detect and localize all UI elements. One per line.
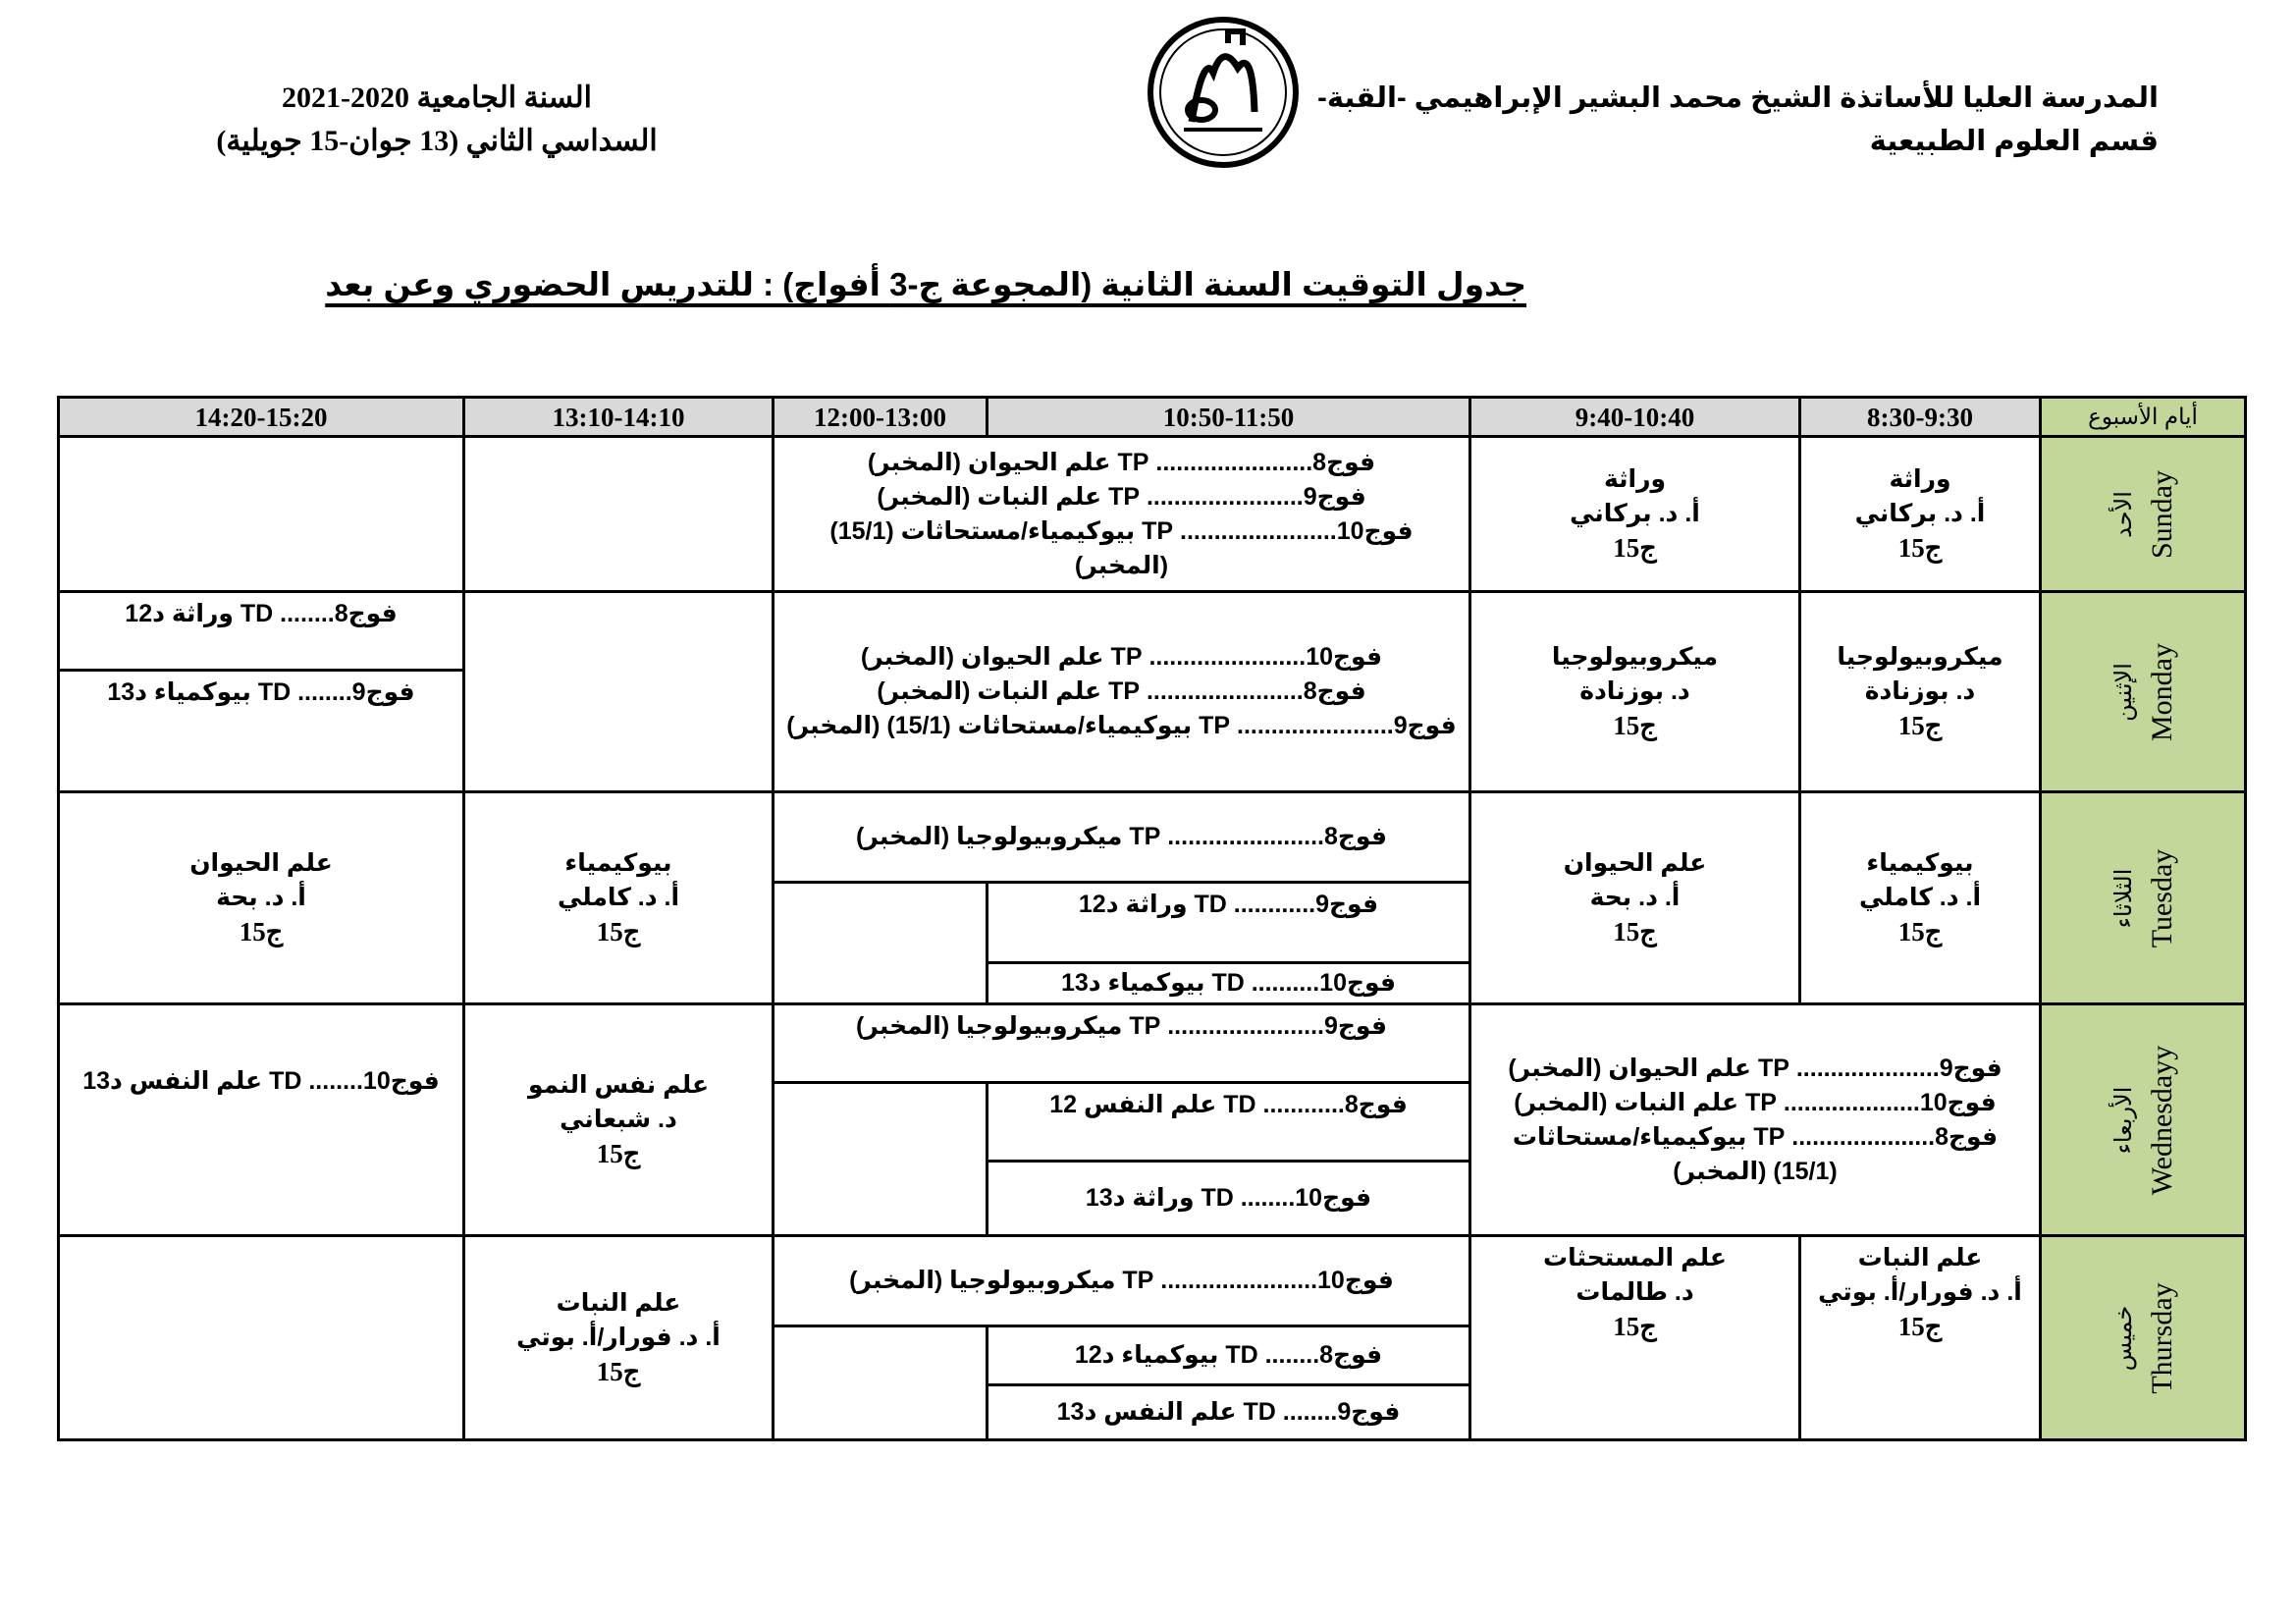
subject: ميكروبيولوجيا <box>1551 643 1719 671</box>
tuesday-td-group-b: فوج10.......... TD بيوكمياء د13 <box>988 963 1470 1004</box>
day-en: Wednesdayy <box>2146 1045 2178 1195</box>
thursday-slot4-empty <box>774 1326 988 1440</box>
slot-header-2: 9:40-10:40 <box>1470 398 1800 437</box>
group-line: فوج9..................... TP علم الحيوان (المخبر) <box>1508 1054 2002 1082</box>
day-ar: الأحد <box>2109 490 2137 538</box>
group-line: فوج8....................... TP علم النبات (المخبر) <box>877 677 1366 705</box>
day-en: Monday <box>2146 642 2178 741</box>
semester: السداسي الثاني (13 جوان-15 جويلية) <box>216 125 658 157</box>
sunday-slot1 <box>1800 437 2041 592</box>
tuesday-td-group-a: فوج9............ TD وراثة د12 <box>988 883 1470 963</box>
room: ج15 <box>1613 1312 1657 1341</box>
timetable-header-row <box>59 398 2246 437</box>
subject: علم النبات <box>1857 1244 1983 1271</box>
day-ar: الأربعاء <box>2109 1086 2137 1154</box>
teacher: د. بوزنادة <box>1864 677 1976 705</box>
thursday-slot1 <box>1800 1236 2041 1440</box>
slot-header-6: 14:20-15:20 <box>59 398 464 437</box>
room: ج15 <box>1613 917 1657 947</box>
teacher: د. شبعاني <box>560 1106 677 1133</box>
thursday-slot6-empty <box>59 1236 464 1440</box>
wednesday-td-group-a: فوج8............ TD علم النفس 12 <box>988 1083 1470 1162</box>
sunday-tp-groups <box>774 437 1470 592</box>
subject: بيوكيمياء <box>1866 849 1974 877</box>
school-header <box>1275 77 2159 163</box>
tuesday-slot4-empty <box>774 883 988 1004</box>
thursday-td-group-a: فوج8........ TD بيوكمياء د12 <box>988 1326 1470 1385</box>
teacher: د. بوزنادة <box>1579 677 1690 705</box>
slot-header-3: 10:50-11:50 <box>988 398 1470 437</box>
group-line: فوج10....................... TP علم الحيوان (المخبر) <box>860 643 1383 671</box>
room: ج15 <box>1613 533 1657 563</box>
monday-slot5-empty <box>464 592 774 792</box>
thursday-slot5 <box>464 1236 774 1440</box>
room: ج15 <box>596 1357 641 1386</box>
teacher: د. طالمات <box>1575 1278 1694 1306</box>
tuesday-slot5 <box>464 792 774 1004</box>
subject: علم نفس النمو <box>527 1071 710 1099</box>
subject: ميكروبيولوجيا <box>1837 643 2003 671</box>
department-name: قسم العلوم الطبيعية <box>1869 126 2159 157</box>
day-ar: خميس <box>2109 1305 2137 1371</box>
monday-slot2 <box>1470 592 1800 792</box>
room: ج15 <box>596 1139 641 1168</box>
teacher: أ. د. فورار/أ. بوتي <box>1818 1278 2022 1306</box>
wednesday-tp-group: فوج9....................... TP ميكروبيولوجيا (المخبر) <box>774 1004 1470 1083</box>
thursday-slot2 <box>1470 1236 1800 1440</box>
page-title: جدول التوقيت السنة الثانية (المجوعة ج-3 أفواج) : للتدريس الحضوري وعن بعد <box>325 266 1526 302</box>
wednesday-slot5 <box>464 1004 774 1236</box>
day-tuesday <box>2041 792 2246 1004</box>
tuesday-slot1 <box>1800 792 2041 1004</box>
subject: علم الحيوان <box>189 849 333 877</box>
thursday-tp-group: فوج10....................... TP ميكروبيولوجيا (المخبر) <box>774 1236 1470 1326</box>
group-line: فوج8....................... TP علم الحيوان (المخبر) <box>867 448 1376 476</box>
row-wednesday <box>59 1004 2246 1083</box>
slot-header-4: 12:00-13:00 <box>774 398 988 437</box>
monday-tp-groups <box>774 592 1470 792</box>
academic-info <box>187 77 687 163</box>
room: ج15 <box>1897 1312 1943 1341</box>
group-line: فوج8..................... TP بيوكيمياء/مستحاثات (15/1) (المخبر) <box>1512 1122 1999 1185</box>
group-line: فوج10.................... TP علم النبات (المخبر) <box>1514 1088 1997 1116</box>
teacher: أ. د. بحة <box>216 884 306 911</box>
tuesday-slot6 <box>59 792 464 1004</box>
room: ج15 <box>1613 711 1657 740</box>
room: ج15 <box>1897 711 1943 740</box>
subject: علم المستحثات <box>1543 1244 1727 1271</box>
row-sunday <box>59 437 2246 592</box>
monday-slot6-td-b: فوج9........ TD بيوكمياء د13 <box>59 671 464 792</box>
wednesday-td-group-b: فوج10........ TD وراثة د13 <box>988 1162 1470 1236</box>
day-ar: الإثنين <box>2109 662 2137 722</box>
teacher: أ. د. بركاني <box>1854 500 1986 527</box>
room: ج15 <box>596 917 641 947</box>
sunday-slot5-empty <box>464 437 774 592</box>
slot-header-1: 8:30-9:30 <box>1800 398 2041 437</box>
school-logo-seal <box>1145 14 1302 171</box>
row-thursday <box>59 1236 2246 1326</box>
row-monday <box>59 592 2246 671</box>
academic-year: السنة الجامعية 2020-2021 <box>281 81 593 114</box>
room: ج15 <box>239 917 284 947</box>
day-wednesday <box>2041 1004 2246 1236</box>
subject: وراثة <box>1889 465 1951 493</box>
day-en: Tuesday <box>2146 848 2178 947</box>
slot-header-5: 13:10-14:10 <box>464 398 774 437</box>
tuesday-slot2 <box>1470 792 1800 1004</box>
day-thursday <box>2041 1236 2246 1440</box>
school-name: المدرسة العليا للأساتذة الشيخ محمد البشير الإبراهيمي -القبة- <box>1317 82 2159 114</box>
monday-slot6-td-a: فوج8........ TD وراثة د12 <box>59 592 464 671</box>
timetable <box>57 396 2247 1441</box>
day-monday <box>2041 592 2246 792</box>
subject: علم النبات <box>556 1289 681 1317</box>
group-line: فوج9....................... TP علم النبات (المخبر) <box>877 482 1366 511</box>
sunday-slot6-empty <box>59 437 464 592</box>
wednesday-tp-groups <box>1470 1004 2041 1236</box>
teacher: أ. د. كاملي <box>557 884 680 911</box>
wednesday-slot6-td: فوج10........ TD علم النفس د13 <box>59 1004 464 1236</box>
group-line: فوج9....................... TP بيوكيمياء/مستحاثات (15/1) (المخبر) <box>786 712 1457 739</box>
monday-slot1 <box>1800 592 2041 792</box>
tuesday-tp-group: فوج8....................... TP ميكروبيولوجيا (المخبر) <box>774 792 1470 883</box>
days-header: أيام الأسبوع <box>2041 398 2246 437</box>
teacher: أ. د. فورار/أ. بوتي <box>516 1324 721 1351</box>
thursday-td-group-b: فوج9........ TD علم النفس د13 <box>988 1385 1470 1440</box>
room: ج15 <box>1897 533 1943 563</box>
teacher: أ. د. كاملي <box>1858 884 1982 911</box>
subject: بيوكيمياء <box>564 849 672 877</box>
row-tuesday <box>59 792 2246 883</box>
day-sunday <box>2041 437 2246 592</box>
subject: وراثة <box>1603 465 1667 493</box>
day-en: Sunday <box>2146 469 2178 559</box>
room: ج15 <box>1897 917 1943 947</box>
day-en: Thursday <box>2146 1281 2178 1394</box>
sunday-slot2 <box>1470 437 1800 592</box>
day-ar: الثلاثاء <box>2109 868 2137 928</box>
group-line: فوج10....................... TP بيوكيمياء/مستحاثات (15/1) (المخبر) <box>829 516 1414 579</box>
teacher: أ. د. بركاني <box>1570 500 1700 527</box>
wednesday-slot4-empty <box>774 1083 988 1236</box>
teacher: أ. د. بحة <box>1589 884 1681 911</box>
subject: علم الحيوان <box>1563 849 1707 877</box>
